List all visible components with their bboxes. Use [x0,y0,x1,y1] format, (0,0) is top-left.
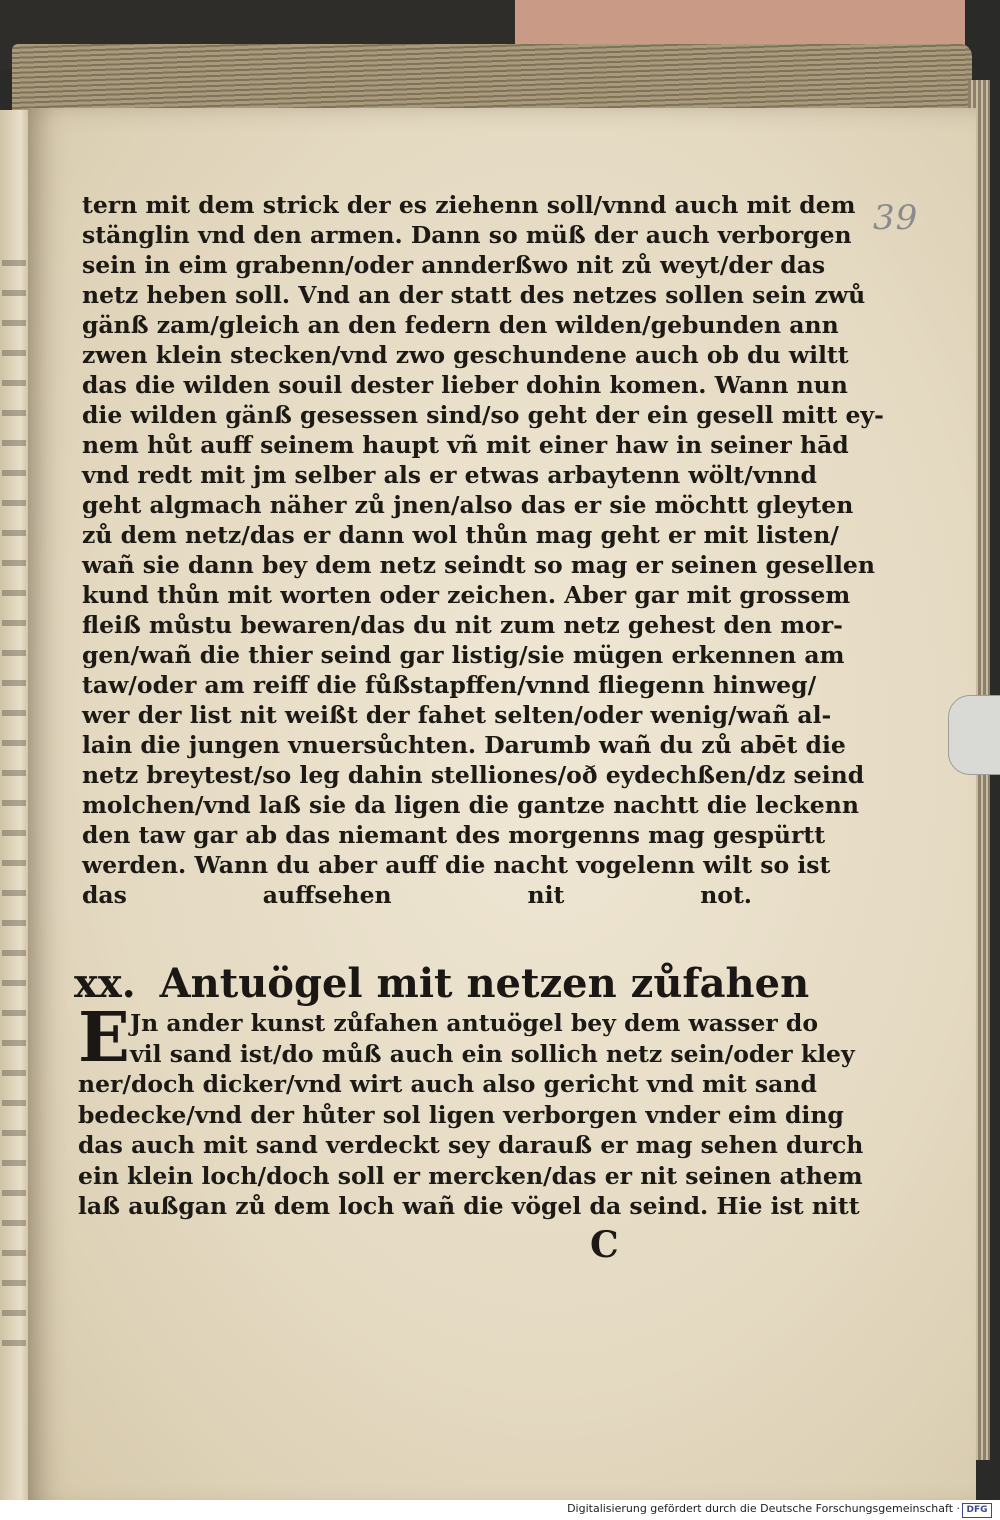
text-line: netz heben soll. Vnd an der statt des netzes sollen sein zwů [82,281,866,309]
text-line: vnd redt mit jm selber als er etwas arbaytenn wölt/vnnd [82,461,817,489]
text-line: sein in eim grabenn/oder annderßwo nit zů weyt/der das [82,251,826,279]
text-line: lain die jungen vnuersůchten. Darumb wañ du zů abēt die [82,731,846,759]
text-line: werden. Wann du aber auff die nacht vogelenn wilt so ist [82,851,831,879]
signature-mark: C [590,1224,619,1266]
facing-page-text-fragments [2,260,26,1360]
text-line: fleiß můstu bewaren/das du nit zum netz gehest den mor- [82,611,843,639]
decorated-initial: E [78,998,130,1078]
text-line: zwen klein stecken/vnd zwo geschundene auch ob du wiltt [82,341,849,369]
section-lines [78,998,864,1222]
text-line: wer der list nit weißt der fahet selten/oder wenig/wañ al- [82,701,832,729]
text-line: nem hůt auff seinem haupt vñ mit einer haw in seiner hād [82,431,849,459]
section-text-line: ner/doch dicker/vnd wirt auch also gericht vnd mit sand [78,1070,817,1098]
text-line: gen/wañ die thier seind gar listig/sie mügen erkennen am [82,641,845,669]
text-line: netz breytest/so leg dahin stelliones/oð eydechßen/dz seind [82,761,865,789]
folio-number: 39 [873,198,919,238]
dfg-logo: DFG [962,1503,992,1518]
book-cover-top [515,0,965,48]
page-clip [948,695,1000,775]
footer-credit: Digitalisierung gefördert durch die Deutsche Forschungsgemeinschaft · [567,1502,960,1515]
text-line: tern mit dem strick der es ziehenn soll/vnnd auch mit dem [82,191,856,219]
text-line: molchen/vnd laß sie da ligen die gantze nachtt die leckenn [82,791,859,819]
text-line: das auffsehen nit not. [82,881,752,909]
text-line: das die wilden souil dester lieber dohin komen. Wann nun [82,371,848,399]
section-text-line: Jn ander kunst zůfahen antuögel bey dem wasser do [130,1009,819,1037]
text-line: zů dem netz/das er dann wol thůn mag geht er mit listen/ [82,521,839,549]
section-number: xx. [74,960,136,1007]
section-text-line: das auch mit sand verdeckt sey darauß er mag sehen durch [78,1131,864,1159]
text-line: taw/oder am reiff die fůßstapffen/vnnd fliegenn hinweg/ [82,671,817,699]
text-line: gänß zam/gleich an den federn den wilden/gebunden ann [82,311,839,339]
text-line: wañ sie dann bey dem netz seindt so mag er seinen gesellen [82,551,875,579]
text-line: den taw gar ab das niemant des morgenns mag gespürtt [82,821,826,849]
body-text [82,190,884,910]
section-text [78,998,864,1222]
text-line: die wilden gänß gesessen sind/so geht der ein gesell mitt ey- [82,401,884,429]
section-heading [74,960,810,1007]
text-line: kund thůn mit worten oder zeichen. Aber gar mit grossem [82,581,851,609]
section-text-line: vil sand ist/do můß auch ein sollich netz sein/oder kley [130,1039,855,1068]
section-text-line: laß außgan zů dem loch wañ die vögel da seind. Hie ist nitt [78,1192,860,1220]
section-text-line: ein klein loch/doch soll er mercken/das er nit seinen athem [78,1161,863,1190]
section-text-line: bedecke/vnd der hůter sol ligen verborgen vnder eim ding [78,1100,844,1129]
section-title: Antuögel mit netzen zůfahen [159,960,810,1007]
text-line: stänglin vnd den armen. Dann so müß der auch verborgen [82,221,852,249]
text-line: geht algmach näher zů jnen/also das er sie möchtt gleyten [82,491,854,519]
